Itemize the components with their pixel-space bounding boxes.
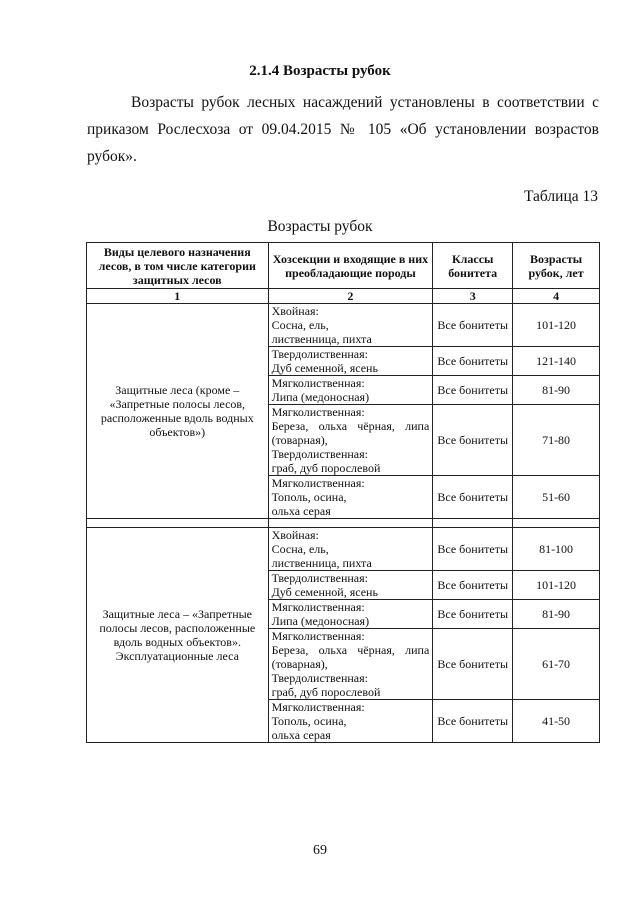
header-cell: Возрасты рубок, лет: [513, 243, 600, 289]
species-cell: Мягколиственная: Липа (медоносная): [268, 600, 433, 629]
table-header-row: [87, 243, 600, 289]
age-cell: 71-80: [513, 405, 600, 476]
bonitet-cell: Все бонитеты: [433, 347, 513, 376]
column-number-row: [87, 289, 600, 304]
paragraph-line: Возрасты рубок лесных насаждений установлены в соответствии с: [131, 94, 599, 111]
column-number: 4: [513, 289, 600, 304]
spacer-row: [87, 519, 600, 528]
category-cell: Защитные леса – «Запретные полосы лесов, расположенные вдоль водных объектов». Эксплуатационные леса: [87, 528, 269, 743]
column-number: 2: [268, 289, 433, 304]
bonitet-cell: Все бонитеты: [433, 629, 513, 700]
age-cell: 121-140: [513, 347, 600, 376]
age-cell: 51-60: [513, 476, 600, 519]
species-cell: Мягколиственная: Тополь, осина, ольха серая: [268, 476, 433, 519]
age-cell: 101-120: [513, 304, 600, 347]
header-cell: Виды целевого назначения лесов, в том числе категории защитных лесов: [87, 243, 269, 289]
bonitet-cell: Все бонитеты: [433, 600, 513, 629]
cutting-age-table: [86, 242, 600, 743]
header-cell: Классы бонитета: [433, 243, 513, 289]
column-number: 1: [87, 289, 269, 304]
bonitet-cell: Все бонитеты: [433, 304, 513, 347]
age-cell: 101-120: [513, 571, 600, 600]
bonitet-cell: Все бонитеты: [433, 376, 513, 405]
species-cell: Мягколиственная: Липа (медоносная): [268, 376, 433, 405]
page-number: 69: [313, 843, 327, 858]
column-number: 3: [433, 289, 513, 304]
table-row: [87, 304, 600, 347]
bonitet-cell: Все бонитеты: [433, 405, 513, 476]
paragraph-line: рубок».: [87, 148, 137, 165]
species-cell: Твердолиственная: Дуб семенной, ясень: [268, 347, 433, 376]
intro-paragraph: [87, 89, 599, 170]
table-row: [87, 528, 600, 571]
bonitet-cell: Все бонитеты: [433, 476, 513, 519]
species-cell: Хвойная: Сосна, ель, лиственница, пихта: [268, 304, 433, 347]
species-cell: Твердолиственная: Дуб семенной, ясень: [268, 571, 433, 600]
species-cell: Мягколиственная: Тополь, осина, ольха серая: [268, 700, 433, 743]
age-cell: 81-100: [513, 528, 600, 571]
table-number: Таблица 13: [523, 188, 598, 205]
age-cell: 61-70: [513, 629, 600, 700]
section-heading: 2.1.4 Возрасты рубок: [249, 63, 391, 79]
age-cell: 81-90: [513, 376, 600, 405]
paragraph-line: приказом Рослесхоза от 09.04.2015 № 105 «Об установлении возрастов: [87, 121, 599, 138]
bonitet-cell: Все бонитеты: [433, 700, 513, 743]
age-cell: 81-90: [513, 600, 600, 629]
bonitet-cell: Все бонитеты: [433, 571, 513, 600]
species-cell: Мягколиственная: Береза, ольха чёрная, липа (товарная), Твердолиственная: граб, дуб порослевой: [268, 629, 433, 700]
species-cell: Мягколиственная: Береза, ольха чёрная, липа (товарная), Твердолиственная: граб, дуб порослевой: [268, 405, 433, 476]
species-cell: Хвойная: Сосна, ель, лиственница, пихта: [268, 528, 433, 571]
header-cell: Хозсекции и входящие в них преобладающие породы: [268, 243, 433, 289]
age-cell: 41-50: [513, 700, 600, 743]
bonitet-cell: Все бонитеты: [433, 528, 513, 571]
category-cell: Защитные леса (кроме – «Запретные полосы лесов, расположенные вдоль водных объектов»): [87, 304, 269, 519]
table-caption: Возрасты рубок: [267, 218, 373, 235]
